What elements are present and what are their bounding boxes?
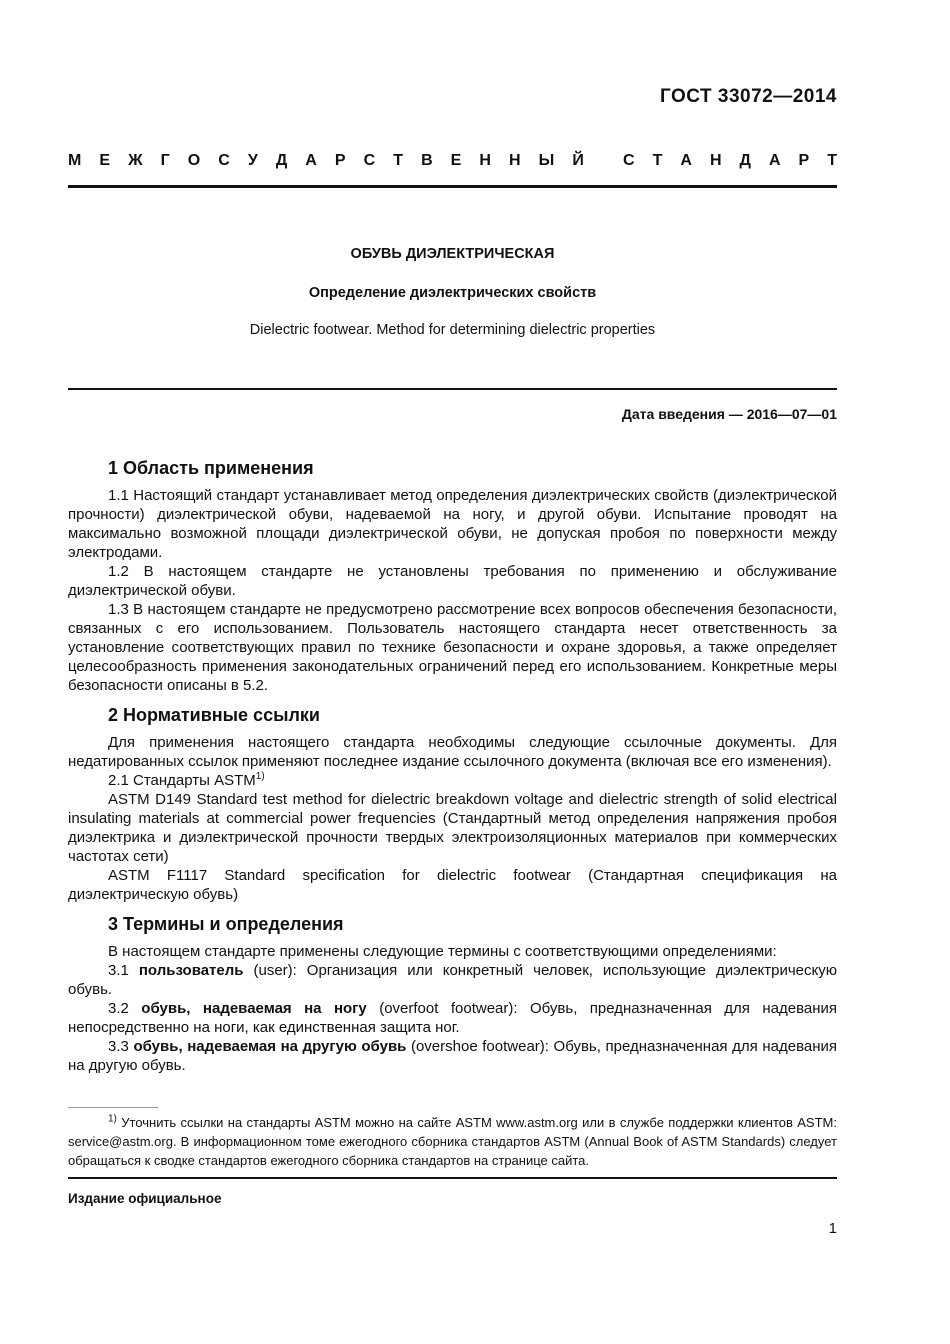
banner-letter: Ж	[128, 152, 143, 169]
banner-letter: Е	[450, 152, 462, 169]
english-title: Dielectric footwear. Method for determining dielectric properties	[249, 322, 656, 338]
introduction-date: Дата введения — 2016—07—01	[621, 406, 837, 422]
banner-letter: Н	[509, 152, 521, 169]
term-name: пользователь	[138, 962, 244, 979]
banner-letter: М	[68, 152, 82, 169]
term-entry	[68, 999, 837, 1037]
term-number: 3.2	[108, 1000, 129, 1017]
term-number: 3.3	[108, 1038, 129, 1055]
title-divider	[68, 388, 837, 390]
section-heading: 2 Нормативные ссылки	[108, 705, 320, 725]
banner-letter: С	[623, 152, 635, 169]
reference-entry: ASTM F1117 Standard specification for dielectric footwear (Стандартная спецификация на диэлектрическую обувь)	[68, 867, 837, 903]
banner-letter: У	[247, 152, 258, 169]
term-definition: (user): Организация или конкретный человек, использующие диэлектрическую обувь.	[68, 962, 837, 998]
banner-letter: О	[187, 152, 201, 169]
paragraph: 1.1 Настоящий стандарт устанавливает метод определения диэлектрических свойств (диэлектрической прочности) диэлектрической обуви, надеваемой на ногу, и другой обуви. Испытание проводят на максимально возможной площади диэлектрической обуви, не допуская пробоя по поверхности между электродами.	[68, 487, 837, 561]
banner-letter: Е	[99, 152, 111, 169]
paragraph: В настоящем стандарте применены следующие термины с соответствующими определениями:	[108, 943, 777, 960]
edition-label: Издание официальное	[68, 1191, 222, 1206]
banner-letter: Й	[572, 152, 584, 169]
footnote-text: Уточнить ссылки на стандарты ASTM можно на сайте ASTM www.astm.org или в службе поддержки клиентов ASTM: service@astm.org. В информационном томе ежегодного сборника стандартов ASTM (Annual Book of ASTM Standards) следует обращаться к сводке стандартов ежегодного сборника стандартов на странице сайта.	[68, 1115, 837, 1168]
banner-letter: А	[305, 152, 317, 169]
banner-letter: Т	[393, 152, 404, 169]
interstate-standard-banner	[68, 152, 837, 170]
paragraph: 1.3 В настоящем стандарте не предусмотрено рассмотрение всех вопросов обеспечения безопасности, связанных с его использованием. Пользователь настоящего стандарта несет ответственность за установление соответствующих правил по технике безопасности и охране здоровья, а также определяет целесообразность применения законодательных ограничений перед его использованием. Конкретные меры безопасности описаны в 5.2.	[68, 601, 837, 694]
term-definition: (overshoe footwear): Обувь, предназначенная для надевания на другую обувь.	[68, 1038, 837, 1074]
footnote-divider	[68, 1107, 158, 1108]
banner-letter: Г	[160, 152, 170, 169]
interstate-word	[68, 152, 584, 170]
paragraph: Для применения настоящего стандарта необходимы следующие ссылочные документы. Для недатированных ссылок применяют последнее издание ссылочного документа (включая все его изменения).	[68, 734, 837, 770]
banner-letter: Р	[798, 152, 810, 169]
paragraph: 1.2 В настоящем стандарте не установлены требования по применению и обслуживание диэлектрической обуви.	[68, 563, 837, 599]
banner-letter: В	[421, 152, 433, 169]
term-name: обувь, надеваемая на другую обувь	[133, 1038, 407, 1055]
footer-divider	[68, 1177, 837, 1179]
paragraph-text: 2.1 Стандарты ASTM	[108, 772, 256, 789]
banner-letter: Н	[709, 152, 722, 169]
banner-letter: Н	[479, 152, 491, 169]
page-number: 1	[828, 1220, 837, 1237]
banner-letter: Р	[334, 152, 346, 169]
banner-letter: Д	[739, 152, 751, 169]
banner-letter: А	[768, 152, 781, 169]
term-entry	[68, 961, 837, 999]
paragraph	[68, 771, 837, 790]
banner-letter: С	[218, 152, 230, 169]
banner-letter: Д	[275, 152, 288, 169]
standard-word	[623, 152, 837, 170]
banner-letter: Т	[827, 152, 837, 169]
banner-letter: Ы	[538, 152, 555, 169]
footnote-marker: 1)	[108, 1113, 117, 1125]
footnote-reference[interactable]: 1)	[255, 771, 265, 782]
reference-entry: ASTM D149 Standard test method for dielectric breakdown voltage and dielectric strength of solid electrical insulating materials at commercial power frequencies (Стандартный метод определения напряжения пробоя диэлектрика и диэлектрической прочности твердых электроизоляционных материалов при коммерческих частотах сети)	[68, 791, 837, 865]
header-divider	[68, 185, 837, 188]
document-subtitle: Определение диэлектрических свойств	[308, 285, 597, 301]
section-heading: 3 Термины и определения	[108, 914, 344, 934]
footnote	[68, 1113, 837, 1170]
standard-number: ГОСТ 33072—2014	[659, 86, 837, 107]
term-entry	[68, 1037, 837, 1075]
document-title: ОБУВЬ ДИЭЛЕКТРИЧЕСКАЯ	[350, 246, 555, 262]
term-number: 3.1	[108, 962, 129, 979]
document-body	[68, 456, 837, 1075]
term-definition: (overfoot footwear): Обувь, предназначенная для надевания непосредственно на ноги, как единственная защита ног.	[68, 1000, 837, 1036]
term-name: обувь, надеваемая на ногу	[141, 1000, 367, 1017]
banner-letter: Т	[652, 152, 663, 169]
section-heading: 1 Область применения	[108, 458, 314, 478]
banner-letter: С	[363, 152, 376, 169]
banner-letter: А	[680, 152, 692, 169]
